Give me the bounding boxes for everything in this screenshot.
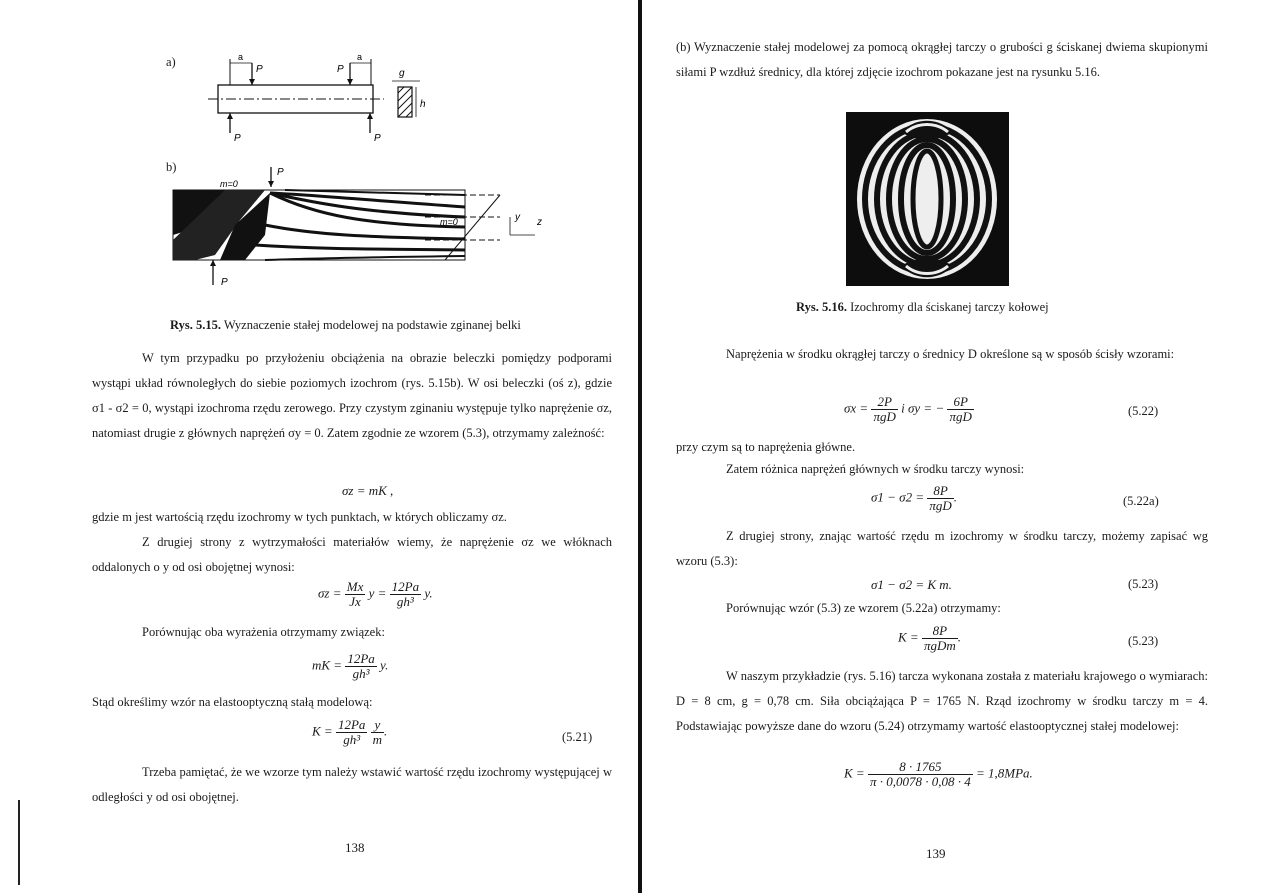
equation-mk: mK = $\frac{12Pa}{\text{gh³}}$ y. <box>312 651 389 681</box>
equation-principal-difference: σ1 − σ2 = $\frac{8P}{\text{πgD}}$ . <box>871 483 958 513</box>
paragraph-3: przy czym są to naprężenia główne. <box>676 440 856 454</box>
dim-h: h <box>420 99 426 110</box>
equation-sigma-z-mk: σz = mK , <box>342 483 394 498</box>
figure-5-16-caption <box>796 300 1049 315</box>
equation-number-5-21: (5.21) <box>562 730 593 744</box>
caption-number: Rys. 5.15. <box>170 318 221 332</box>
figure-5-15a-beam-diagram <box>200 45 460 145</box>
support-label-p-2: P <box>374 133 381 144</box>
dim-a-right: a <box>357 52 363 62</box>
paragraph-2: Naprężenia w środku okrągłej tarczy o średnicy D określone są w sposób ścisły wzorami: <box>726 347 1175 361</box>
paragraph-3: Z drugiej strony z wytrzymałości materiałów wiemy, że naprężenie σz we włóknach oddalonych o y od osi obojętnej wynosi: <box>92 535 612 574</box>
equation-k-disc: K = $\frac{8P}{\text{πgDm}}$ . <box>898 623 961 653</box>
caption-text: Wyznaczenie stałej modelowej na podstawie zginanej belki <box>220 318 521 332</box>
figure-5-15-caption <box>170 318 521 333</box>
equation-number-5-22a: (5.22a) <box>1123 494 1159 508</box>
force-label-p-1: P <box>256 64 263 75</box>
force-label-p-top: P <box>277 167 284 178</box>
equation-k-beam: K = $\frac{12Pa}{\text{gh³}}$ $\frac{y}{m}$ . <box>312 717 388 747</box>
force-label-p-bottom: P <box>221 277 228 288</box>
paragraph-4: Zatem różnica naprężeń głównych w środku tarczy wynosi: <box>726 462 1025 476</box>
paragraph-7: W naszym przykładzie (rys. 5.16) tarcza wykonana została z materiału krajowego o wymiarach: D = 8 cm, g = 0,78 cm. Siła obciążająca P = 1765 N. Rząd izochromy w środku tarczy m = 4. Podstawiając powyższe dane do wzoru (5.24) otrzymamy wartość elastooptycznej stałej modelowej: <box>676 669 1208 733</box>
figure-b-label: b) <box>166 160 177 174</box>
paragraph-4: Porównując oba wyrażenia otrzymamy związek: <box>142 625 385 639</box>
order-label-m0-left: m=0 <box>220 179 238 189</box>
paragraph-5: Stąd określimy wzór na elastooptyczną stałą modelową: <box>92 695 373 709</box>
paragraph-1: (b) Wyznaczenie stałej modelowej za pomocą okrągłej tarczy o grubości g ściskanej dwiema skupionymi siłami P wzdłuż średnicy, dla której zdjęcie izochrom pokazane jest na rysunku 5.16. <box>676 40 1208 79</box>
equation-number-5-22: (5.22) <box>1128 404 1159 418</box>
axis-y-label: y <box>515 212 520 223</box>
paragraph-1: W tym przypadku po przyłożeniu obciążenia na obrazie beleczki pomiędzy podporami wystąpi układ równoległych do siebie poziomych izochrom (rys. 5.15b). W osi beleczki (oś z), gdzie σ1 - σ2 = 0, wystąpi izochroma rzędu zerowego. Przy czystym zginaniu występuje tylko naprężenie σz, natomiast drugie z głównych naprężeń σy = 0. Zatem zgodnie ze wzorem (5.3), otrzymamy zależność: <box>92 351 612 440</box>
page-number-left: 138 <box>345 840 365 855</box>
equation-number-5-23b: (5.23) <box>1128 634 1159 648</box>
equation-sigma-z-bending: σz = $\frac{Mx}{Jx}$ y = $\frac{12Pa}{\text{gh³}}$ y. <box>318 579 433 609</box>
order-label-m0-right: m=0 <box>440 217 458 227</box>
figure-5-16-disc-isochromes-photo <box>846 112 1009 286</box>
caption-number: Rys. 5.16. <box>796 300 847 314</box>
support-label-p-1: P <box>234 133 241 144</box>
equation-sigma-difference-km: σ1 − σ2 = K m. <box>871 577 952 592</box>
paragraph-6: Porównując wzór (5.3) ze wzorem (5.22a) otrzymamy: <box>726 601 1001 615</box>
paragraph-5: Z drugiej strony, znając wartość rzędu m izochromy w środku tarczy, możemy zapisać wg wzoru (5.3): <box>676 529 1208 568</box>
force-label-p-2: P <box>337 64 344 75</box>
equation-number-5-23a: (5.23) <box>1128 577 1159 591</box>
equation-sigma-x-sigma-y: σx = $\frac{2P}{\text{πgD}}$ i σy = − $\frac{6P}{\text{πgD}}$ <box>844 394 972 424</box>
paragraph-2: gdzie m jest wartością rzędu izochromy w tych punktach, w których obliczamy σz. <box>92 510 507 524</box>
axis-z-label: z <box>537 217 542 228</box>
paragraph-6: Trzeba pamiętać, że we wzorze tym należy wstawić wartość rzędu izochromy występującej w odległości y od osi obojętnej. <box>92 765 612 804</box>
dim-g: g <box>399 68 405 79</box>
right-page <box>646 0 1263 893</box>
figure-a-label: a) <box>166 55 176 69</box>
figure-5-15b-isochromatic-beam <box>165 165 550 290</box>
dim-a-left: a <box>238 52 244 62</box>
equation-k-numeric: K = $\frac{8 \cdot 1765}{\pi \cdot 0,0078 \cdot 0,08 \cdot 4}$ = 1,8MPa. <box>844 759 1033 789</box>
caption-text: Izochromy dla ściskanej tarczy kołowej <box>846 300 1049 314</box>
page-number-right: 139 <box>926 846 946 861</box>
